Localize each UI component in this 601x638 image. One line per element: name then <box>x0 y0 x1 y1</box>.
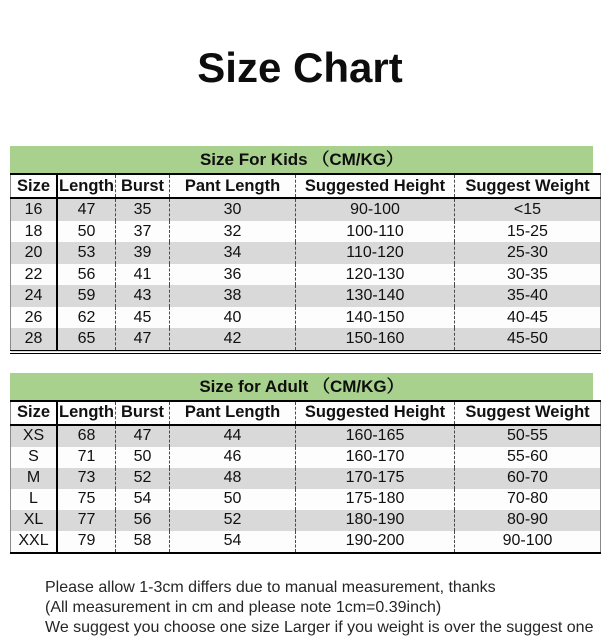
cell-suggest-weight: 45-50 <box>455 328 601 352</box>
column-header-suggest-weight: Suggest Weight <box>455 401 601 425</box>
cell-pant-length: 30 <box>170 198 296 221</box>
column-header-suggested-height: Suggested Height <box>296 401 455 425</box>
cell-size: XXL <box>18 532 49 550</box>
adult-banner: Size for Adult （CM/KG） <box>10 373 593 400</box>
column-header-suggest-weight: Suggest Weight <box>455 174 601 198</box>
size-chart-page <box>0 28 600 636</box>
column-header-size: Size <box>11 401 58 425</box>
cell-suggest-weight: 15-25 <box>455 221 601 243</box>
cell-suggested-height: 160-170 <box>296 447 455 468</box>
cell-burst: 35 <box>116 198 170 221</box>
cell-pant-length: 32 <box>170 221 296 243</box>
cell-length: 68 <box>57 425 116 447</box>
cell-burst: 39 <box>116 242 170 264</box>
cell-length: 65 <box>57 328 116 352</box>
size-row-18 <box>11 221 601 243</box>
cell-size: 24 <box>24 287 43 304</box>
cell-length: 56 <box>57 264 116 286</box>
size-row-22 <box>11 264 601 286</box>
cell-pant-length: 38 <box>170 285 296 307</box>
column-header-length: Length <box>57 174 116 198</box>
cell-pant-length: 54 <box>170 531 296 553</box>
cell-suggest-weight: 40-45 <box>455 307 601 329</box>
size-row-24 <box>11 285 601 307</box>
cell-burst: 50 <box>116 447 170 468</box>
footer-note-suggestion: We suggest you choose one size Larger if you weight is over the suggest one <box>45 618 594 636</box>
column-header-size: Size <box>11 174 58 198</box>
cell-suggested-height: 110-120 <box>296 242 455 264</box>
size-row-xxl <box>11 531 601 553</box>
cell-size: 28 <box>24 330 43 347</box>
cell-suggest-weight: 50-55 <box>455 425 601 447</box>
cell-suggested-height: 190-200 <box>296 531 455 553</box>
cell-suggested-height: 140-150 <box>296 307 455 329</box>
cell-pant-length: 50 <box>170 489 296 510</box>
size-row-s <box>11 447 601 468</box>
size-row-xs <box>11 425 601 447</box>
size-row-l <box>11 489 601 510</box>
size-row-xl <box>11 510 601 531</box>
cell-size: S <box>28 448 39 466</box>
column-header-length: Length <box>57 401 116 425</box>
size-row-m <box>11 468 601 489</box>
cell-burst: 47 <box>116 328 170 352</box>
kids-section <box>0 146 600 354</box>
cell-pant-length: 46 <box>170 447 296 468</box>
cell-suggest-weight: 90-100 <box>455 531 601 553</box>
cell-burst: 47 <box>116 425 170 447</box>
cell-suggested-height: 100-110 <box>296 221 455 243</box>
cell-burst: 52 <box>116 468 170 489</box>
column-header-pant-length: Pant Length <box>170 401 296 425</box>
column-header-pant-length: Pant Length <box>170 174 296 198</box>
cell-size: 20 <box>24 244 43 261</box>
cell-suggested-height: 175-180 <box>296 489 455 510</box>
cell-suggest-weight: 35-40 <box>455 285 601 307</box>
column-header-suggested-height: Suggested Height <box>296 174 455 198</box>
cell-length: 47 <box>57 198 116 221</box>
cell-length: 59 <box>57 285 116 307</box>
cell-suggested-height: 160-165 <box>296 425 455 447</box>
cell-suggested-height: 150-160 <box>296 328 455 352</box>
cell-suggested-height: 180-190 <box>296 510 455 531</box>
footer-notes <box>45 578 600 638</box>
cell-size: M <box>26 469 41 487</box>
cell-length: 79 <box>57 531 116 553</box>
cell-length: 62 <box>57 307 116 329</box>
cell-suggest-weight: 25-30 <box>455 242 601 264</box>
size-row-16 <box>11 198 601 221</box>
cell-burst: 41 <box>116 264 170 286</box>
cell-pant-length: 34 <box>170 242 296 264</box>
cell-suggested-height: 90-100 <box>296 198 455 221</box>
size-row-20 <box>11 242 601 264</box>
cell-size: 22 <box>24 265 43 283</box>
cell-pant-length: 52 <box>170 510 296 531</box>
cell-length: 71 <box>57 447 116 468</box>
size-row-26 <box>11 307 601 329</box>
cell-suggested-height: 120-130 <box>296 264 455 286</box>
cell-length: 53 <box>57 242 116 264</box>
cell-suggested-height: 130-140 <box>296 285 455 307</box>
cell-pant-length: 36 <box>170 264 296 286</box>
cell-burst: 37 <box>116 221 170 243</box>
cell-length: 50 <box>57 221 116 243</box>
adult-section <box>0 373 600 554</box>
cell-size: L <box>29 490 38 508</box>
kids-size-table <box>10 173 601 354</box>
cell-length: 75 <box>57 489 116 510</box>
cell-burst: 56 <box>116 510 170 531</box>
cell-suggest-weight: 80-90 <box>455 510 601 531</box>
footer-note-unit: (All measurement in cm and please note 1cm=0.39inch) <box>45 598 442 616</box>
cell-pant-length: 44 <box>170 425 296 447</box>
page-title: Size Chart <box>197 44 403 92</box>
cell-length: 77 <box>57 510 116 531</box>
cell-suggest-weight: 60-70 <box>455 468 601 489</box>
cell-size: 18 <box>24 222 43 240</box>
footer-note-measurement: Please allow 1-3cm differs due to manual measurement, thanks <box>45 578 496 596</box>
cell-suggest-weight: 70-80 <box>455 489 601 510</box>
header-row <box>11 401 601 425</box>
cell-pant-length: 42 <box>170 328 296 352</box>
cell-suggest-weight: <15 <box>455 198 601 221</box>
cell-length: 73 <box>57 468 116 489</box>
cell-suggested-height: 170-175 <box>296 468 455 489</box>
adult-size-table <box>10 400 601 554</box>
cell-size: 26 <box>24 308 43 326</box>
cell-pant-length: 40 <box>170 307 296 329</box>
cell-size: XS <box>22 427 45 445</box>
cell-pant-length: 48 <box>170 468 296 489</box>
cell-suggest-weight: 55-60 <box>455 447 601 468</box>
column-header-burst: Burst <box>116 174 170 198</box>
cell-burst: 45 <box>116 307 170 329</box>
size-row-28 <box>11 328 601 352</box>
cell-burst: 58 <box>116 531 170 553</box>
cell-size: XL <box>23 511 44 529</box>
header-row <box>11 174 601 198</box>
cell-suggest-weight: 30-35 <box>455 264 601 286</box>
cell-burst: 54 <box>116 489 170 510</box>
column-header-burst: Burst <box>116 401 170 425</box>
cell-burst: 43 <box>116 285 170 307</box>
kids-banner: Size For Kids （CM/KG） <box>10 146 593 173</box>
cell-size: 16 <box>24 201 43 218</box>
